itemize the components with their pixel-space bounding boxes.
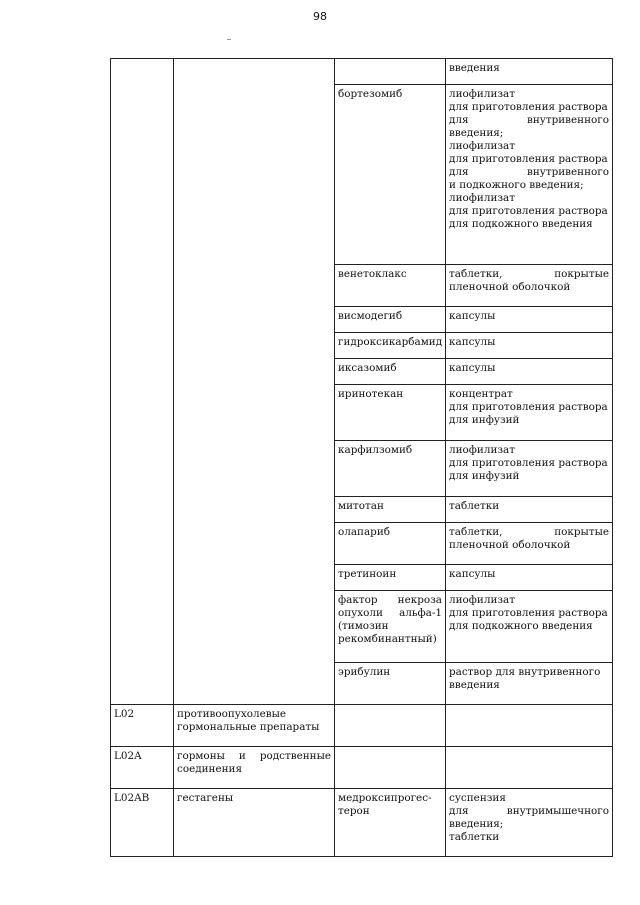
atc-code-cell <box>111 59 174 705</box>
atc-code-cell <box>111 789 174 857</box>
drug-name-cell <box>335 663 446 705</box>
dosage-form-cell <box>446 497 613 523</box>
dosage-form-cell <box>446 265 613 307</box>
drug-name: иксазомиб <box>338 362 397 374</box>
dosage-form-cell <box>446 385 613 441</box>
drug-name-cell <box>335 307 446 333</box>
group-name-line: противоопухолевые <box>177 708 287 720</box>
dosage-form-line: для приготовления раствора <box>449 401 608 413</box>
drug-name: третиноин <box>338 568 397 580</box>
drug-name: бортезомиб <box>338 88 403 100</box>
group-cell <box>174 747 335 789</box>
atc-code-cell <box>111 705 174 747</box>
dosage-form-cell <box>446 747 613 789</box>
table-row <box>111 705 613 747</box>
dosage-form-line: для внутримышечного <box>449 805 609 817</box>
atc-code: L02 <box>114 708 135 720</box>
dosage-form-line: капсулы <box>449 362 496 374</box>
dosage-form-line: лиофилизат <box>449 88 515 100</box>
dosage-form-line: введения <box>449 62 500 74</box>
table-row <box>111 59 613 85</box>
dosage-form-cell <box>446 663 613 705</box>
drug-name-cell <box>335 747 446 789</box>
dosage-form-line: для приготовления раствора <box>449 101 608 113</box>
dosage-form-line: пленочной оболочкой <box>449 281 571 293</box>
drug-name-cell <box>335 705 446 747</box>
drug-name-cell <box>335 59 446 85</box>
dosage-form-cell <box>446 359 613 385</box>
group-cell <box>174 705 335 747</box>
dosage-form-line: капсулы <box>449 310 496 322</box>
drug-name: венетоклакс <box>338 268 407 280</box>
table-row <box>111 747 613 789</box>
dosage-form-line: введения <box>449 679 500 691</box>
drug-name-line: терон <box>338 805 370 817</box>
group-name-line: гормональные препараты <box>177 721 320 733</box>
dosage-form-cell <box>446 85 613 265</box>
drug-name-cell <box>335 441 446 497</box>
group-cell <box>174 789 335 857</box>
dosage-form-line: для инфузий <box>449 414 520 426</box>
dosage-form-line: введения; <box>449 127 504 139</box>
drug-name-line: медроксипрогес- <box>338 792 432 804</box>
drug-name-cell <box>335 359 446 385</box>
drug-name: митотан <box>338 500 384 512</box>
drug-name-cell <box>335 523 446 565</box>
dosage-form-line: капсулы <box>449 568 496 580</box>
drug-name-line: опухоли альфа-1 <box>338 607 442 619</box>
group-name-line: гормоны и родственные <box>177 750 331 762</box>
dosage-form-line: пленочной оболочкой <box>449 539 571 551</box>
dosage-form-line: для подкожного введения <box>449 620 593 632</box>
dosage-form-cell <box>446 59 613 85</box>
atc-code: L02A <box>114 750 142 762</box>
dosage-form-line: таблетки, покрытые <box>449 526 609 538</box>
dosage-form-cell <box>446 591 613 663</box>
drug-table <box>110 58 613 857</box>
dosage-form-line: суспензия <box>449 792 506 804</box>
dosage-form-line: для приготовления раствора <box>449 457 608 469</box>
dosage-form-cell <box>446 523 613 565</box>
dosage-form-line: для приготовления раствора <box>449 607 608 619</box>
drug-name: эрибулин <box>338 666 391 678</box>
dosage-form-cell <box>446 565 613 591</box>
drug-name: иринотекан <box>338 388 404 400</box>
atc-code: L02AB <box>114 792 150 804</box>
dosage-form-cell <box>446 789 613 857</box>
drug-name: висмодегиб <box>338 310 403 322</box>
dosage-form-cell <box>446 307 613 333</box>
dosage-form-line: концентрат <box>449 388 513 400</box>
dosage-form-line: для инфузий <box>449 470 520 482</box>
dosage-form-line: для внутривенного <box>449 166 609 178</box>
dosage-form-line: введения; <box>449 818 504 830</box>
dosage-form-line: лиофилизат <box>449 192 515 204</box>
group-name-line: соединения <box>177 763 243 775</box>
dosage-form-line: для внутривенного <box>449 114 609 126</box>
atc-code-cell <box>111 747 174 789</box>
drug-name: гидроксикарбамид <box>338 336 443 348</box>
group-name: гестагены <box>177 792 234 804</box>
dosage-form-cell <box>446 705 613 747</box>
drug-name-cell <box>335 789 446 857</box>
drug-name-cell <box>335 565 446 591</box>
scan-mark <box>227 39 231 40</box>
dosage-form-line: раствор для внутривенного <box>449 666 601 678</box>
dosage-form-line: для приготовления раствора <box>449 205 608 217</box>
dosage-form-line: и подкожного введения; <box>449 179 584 191</box>
drug-name: олапариб <box>338 526 391 538</box>
dosage-form-line: для приготовления раствора <box>449 153 608 165</box>
drug-name-line: (тимозин <box>338 620 389 632</box>
drug-name-cell <box>335 385 446 441</box>
dosage-form-cell <box>446 333 613 359</box>
dosage-form-line: таблетки <box>449 831 500 843</box>
dosage-form-line: таблетки, покрытые <box>449 268 609 280</box>
drug-name: карфилзомиб <box>338 444 413 456</box>
dosage-form-line: лиофилизат <box>449 444 515 456</box>
dosage-form-line: таблетки <box>449 500 500 512</box>
dosage-form-line: для подкожного введения <box>449 218 593 230</box>
drug-name-cell <box>335 591 446 663</box>
dosage-form-cell <box>446 441 613 497</box>
page-number: 98 <box>313 10 327 23</box>
drug-name-cell <box>335 265 446 307</box>
drug-name-line: фактор некроза <box>338 594 442 606</box>
dosage-form-line: лиофилизат <box>449 594 515 606</box>
drug-name-cell <box>335 497 446 523</box>
dosage-form-line: капсулы <box>449 336 496 348</box>
group-cell <box>174 59 335 705</box>
dosage-form-line: лиофилизат <box>449 140 515 152</box>
drug-name-cell <box>335 85 446 265</box>
drug-name-cell <box>335 333 446 359</box>
table-row <box>111 789 613 857</box>
drug-name-line: рекомбинантный) <box>338 633 437 645</box>
